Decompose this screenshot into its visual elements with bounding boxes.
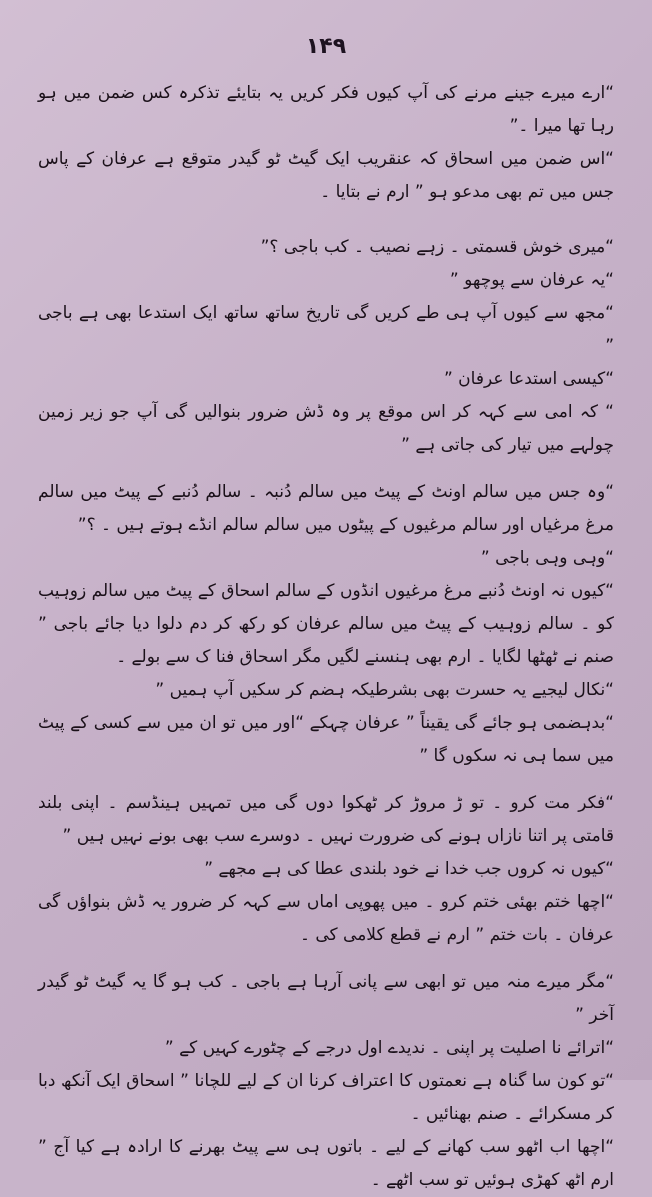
paragraph: “وہی وہی باجی ” (480, 548, 614, 568)
paragraph: “وہ جس میں سالم اونٹ کے پیٹ میں سالم دُنبہ ۔ سالم دُنبے کے پیٹ میں سالم مرغ مرغیاں اور سالم مرغیوں کے پیٹوں میں سالم سالم انڈے ہوتے ہیں ۔ ؟” (38, 482, 614, 535)
page-number: ۱۴۹ (305, 34, 347, 59)
paragraph: “نکال لیجیے یہ حسرت بھی بشرطیکہ ہضم کر سکیں آپ ہمیں ” (155, 680, 614, 700)
paragraph: “مجھ سے کیوں آپ ہی طے کریں گی تاریخ ساتھ ساتھ ایک استدعا بھی ہے باجی ” (38, 303, 614, 356)
paragraph: “ کہ امی سے کہہ کر اس موقع پر وہ ڈش ضرور بنوالیں گی آپ جو زیر زمین چولہے میں تیار کی جاتی ہے ” (38, 402, 614, 455)
paragraph: “فکر مت کرو ۔ تو ڑ مروڑ کر ٹھکوا دوں گی میں تمہیں ہینڈسم ۔ اپنی بلند قامتی پر اتنا نازاں ہونے کی ضرورت نہیں ۔ دوسرے سب بھی بونے نہیں ہیں ” (38, 793, 614, 846)
page-body (38, 77, 614, 1197)
paragraph: “اچھا اب اٹھو سب کھانے کے لیے ۔ باتوں ہی سے پیٹ بھرنے کا ارادہ ہے کیا آج ” ارم اٹھ کھڑی ہوئیں تو سب اٹھے ۔ (38, 1137, 614, 1190)
paragraph: “کیوں نہ اونٹ دُنبے مرغ مرغیوں انڈوں کے سالم اسحاق کے پیٹ میں سالم زوہیب کو ۔ سالم زوہیب کے پیٹ میں سالم عرفان کو رکھ کر دم دلوا دیا جائے باجی ” صنم نے ٹھٹھا لگایا ۔ ارم بھی ہنسنے لگیں مگر اسحاق فنا ک سے بولے ۔ (38, 581, 614, 667)
paragraph: “بدہضمی ہو جائے گی یقیناً ” عرفان چہکے “اور میں تو ان میں سے کسی کے پیٹ میں سما ہی نہ سکوں گا ” (38, 713, 614, 766)
paragraph: “میری خوش قسمتی ۔ زہے نصیب ۔ کب باجی ؟” (260, 237, 614, 257)
paragraph: “تو کون سا گناہ ہے نعمتوں کا اعتراف کرنا ان کے لیے للچانا ” اسحاق ایک آنکھ دبا کر مسکرائے ۔ صنم بھنائیں ۔ (38, 1071, 614, 1124)
paragraph: “ارے میرے جینے مرنے کی آپ کیوں فکر کریں یہ بتایئے تذکرہ کس ضمن میں ہو رہا تھا میرا ۔” (38, 83, 614, 136)
paragraph: “اس ضمن میں اسحاق کہ عنقریب ایک گیٹ ٹو گیدر متوقع ہے عرفان کے پاس جس میں تم بھی مدعو ہو ” ارم نے بتایا ۔ (38, 149, 614, 202)
paragraph: “مگر میرے منہ میں تو ابھی سے پانی آرہا ہے باجی ۔ کب ہو گا یہ گیٹ ٹو گیدر آخر ” (38, 972, 614, 1025)
paragraph: “اترائے نا اصلیت پر اپنی ۔ ندیدے اول درجے کے چٹورے کہیں کے ” (164, 1038, 614, 1058)
paragraph: “کیسی استدعا عرفان ” (443, 369, 614, 389)
paragraph: “کیوں نہ کروں جب خدا نے خود بلندی عطا کی ہے مجھے ” (204, 859, 614, 879)
paragraph: “یہ عرفان سے پوچھو ” (449, 270, 614, 290)
paragraph: “اچھا ختم بھئی ختم کرو ۔ میں پھوپی اماں سے کہہ کر ضرور یہ ڈش بنواؤں گی عرفان ۔ بات ختم ” ارم نے قطع کلامی کی ۔ (38, 892, 614, 945)
